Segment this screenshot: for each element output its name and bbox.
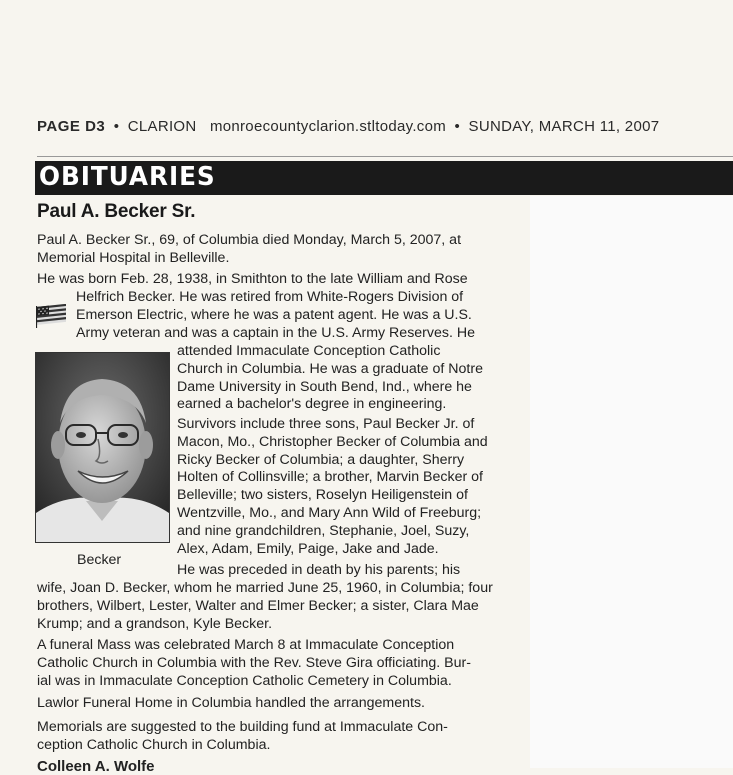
paper-url: monroecountyclarion.stltoday.com — [209, 118, 447, 135]
text-line: Memorials are suggested to the building fund at Immaculate Con- — [37, 719, 448, 735]
next-obituary-heading: Colleen A. Wolfe — [37, 758, 155, 775]
paragraph-education — [177, 343, 483, 414]
text-line: attended Immaculate Conception Catholic — [177, 343, 441, 359]
paragraph-funeral-home — [37, 695, 425, 713]
text-line: earned a bachelor's degree in engineering. — [177, 396, 447, 413]
portrait-photo — [35, 352, 170, 543]
text-line: wife, Joan D. Becker, whom he married June 25, 1960, in Columbia; four — [37, 580, 493, 596]
blank-clipping-margin — [530, 196, 733, 768]
text-line: and nine grandchildren, Stephanie, Joel, Suzy, — [177, 522, 470, 539]
text-line: ial was in Immaculate Conception Catholic Cemetery in Columbia. — [37, 672, 452, 689]
page-label: PAGE D3 — [37, 118, 106, 135]
issue-date: SUNDAY, MARCH 11, 2007 — [468, 118, 660, 135]
text-line: Paul A. Becker Sr., 69, of Columbia died Monday, March 5, 2007, at — [37, 232, 462, 248]
text-line: Army veteran and was a captain in the U.S. Army Reserves. He — [76, 324, 475, 341]
paragraph-preceded — [37, 580, 493, 633]
text-line: Lawlor Funeral Home in Columbia handled the arrangements. — [37, 695, 426, 711]
american-flag-icon — [36, 304, 68, 328]
page-masthead — [37, 118, 727, 140]
paragraph-survivors — [177, 416, 488, 558]
text-line: ception Catholic Church in Columbia. — [37, 736, 271, 753]
paragraph-memorials — [37, 719, 448, 755]
paragraph-funeral-mass — [37, 637, 471, 690]
obituary-name-heading: Paul A. Becker Sr. — [37, 201, 196, 222]
photo-caption: Becker — [77, 552, 122, 568]
header-rule — [37, 156, 733, 157]
text-line: Survivors include three sons, Paul Becker Jr. of — [177, 416, 475, 432]
text-line: Ricky Becker of Columbia; a daughter, Sherry — [177, 451, 465, 468]
paragraph-career — [76, 289, 475, 342]
text-line: Holten of Collinsville; a brother, Marvin Becker of — [177, 469, 483, 486]
text-line: He was born Feb. 28, 1938, in Smithton to the late William and Rose — [37, 271, 468, 287]
text-line: Catholic Church in Columbia with the Rev. Steve Gira officiating. Bur- — [37, 654, 471, 671]
text-line: Church in Columbia. He was a graduate of Notre — [177, 360, 483, 377]
text-line: Krump; and a grandson, Kyle Becker. — [37, 615, 273, 632]
text-line: Alex, Adam, Emily, Paige, Jake and Jade. — [177, 540, 439, 557]
text-line: Dame University in South Bend, Ind., where he — [177, 378, 472, 395]
bullet-separator: • — [113, 118, 120, 135]
section-banner — [35, 161, 733, 195]
text-line: Memorial Hospital in Belleville. — [37, 249, 230, 266]
text-line: brothers, Wilbert, Lester, Walter and Elmer Becker; a sister, Clara Mae — [37, 597, 479, 614]
text-line: Macon, Mo., Christopher Becker of Columbia and — [177, 433, 488, 450]
section-title: OBITUARIES — [39, 162, 216, 192]
paper-name: CLARION — [127, 118, 197, 135]
text-line: A funeral Mass was celebrated March 8 at Immaculate Conception — [37, 637, 455, 653]
text-line: Helfrich Becker. He was retired from White-Rogers Division of — [76, 289, 464, 305]
text-line: Emerson Electric, where he was a patent agent. He was a U.S. — [76, 306, 472, 323]
paragraph-death-notice — [37, 232, 461, 268]
text-line: Belleville; two sisters, Roselyn Heiligenstein of — [177, 487, 468, 504]
text-line: Wentzville, Mo., and Mary Ann Wild of Freeburg; — [177, 504, 482, 521]
bullet-separator: • — [454, 118, 461, 135]
text-line: He was preceded in death by his parents; his — [177, 562, 461, 578]
